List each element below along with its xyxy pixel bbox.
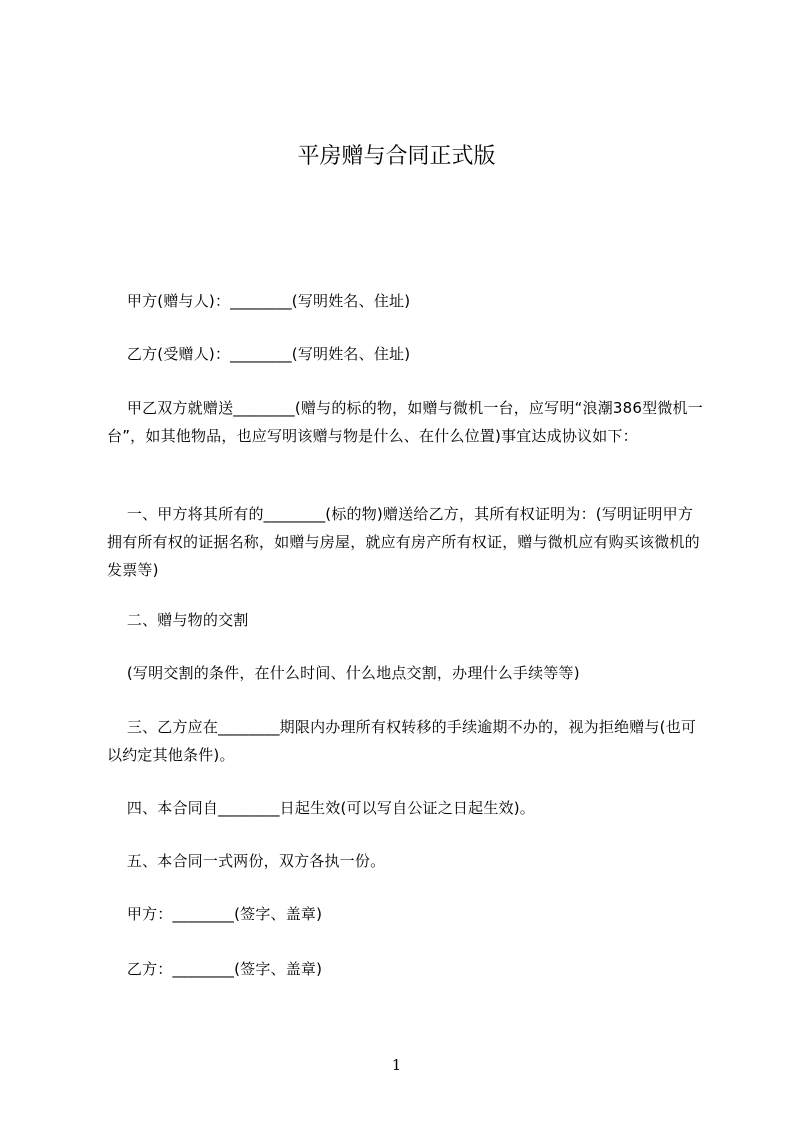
party-b-line: 乙方(受赠人)：________(写明姓名、住址) (107, 345, 411, 363)
clause-two-heading: 二、赠与物的交割 (107, 611, 249, 629)
agreement-intro-paragraph: 甲乙双方就赠送________(赠与的标的物，如赠与微机一台，应写明“浪潮386型微机一台”，如其他物品，也应写明该赠与物是什么、在什么位置)事宜达成协议如下： (107, 399, 703, 445)
clause-two-detail: (写明交割的条件，在什么时间、什么地点交割，办理什么手续等等) (107, 664, 580, 682)
party-a-line: 甲方(赠与人)：________(写明姓名、住址) (107, 292, 411, 310)
clause-four-paragraph: 四、本合同自________日起生效(可以写自公证之日起生效)。 (107, 799, 535, 817)
document-title: 平房赠与合同正式版 (297, 144, 496, 169)
clause-five-paragraph: 五、本合同一式两份，双方各执一份。 (107, 852, 386, 870)
clause-three-paragraph: 三、乙方应在________期限内办理所有权转移的手续逾期不办的，视为拒绝赠与(也可以约定其他条件)。 (107, 718, 697, 764)
page-number: 1 (391, 1056, 402, 1074)
clause-one-paragraph: 一、甲方将其所有的________(标的物)赠送给乙方，其所有权证明为：(写明证明甲方拥有所有权的证据名称，如赠与房屋，就应有房产所有权证，赠与微机应有购买该微机的发票等) (107, 505, 700, 579)
party-b-signature-line: 乙方：________(签字、盖章) (107, 960, 323, 978)
party-a-signature-line: 甲方：________(签字、盖章) (107, 905, 323, 923)
